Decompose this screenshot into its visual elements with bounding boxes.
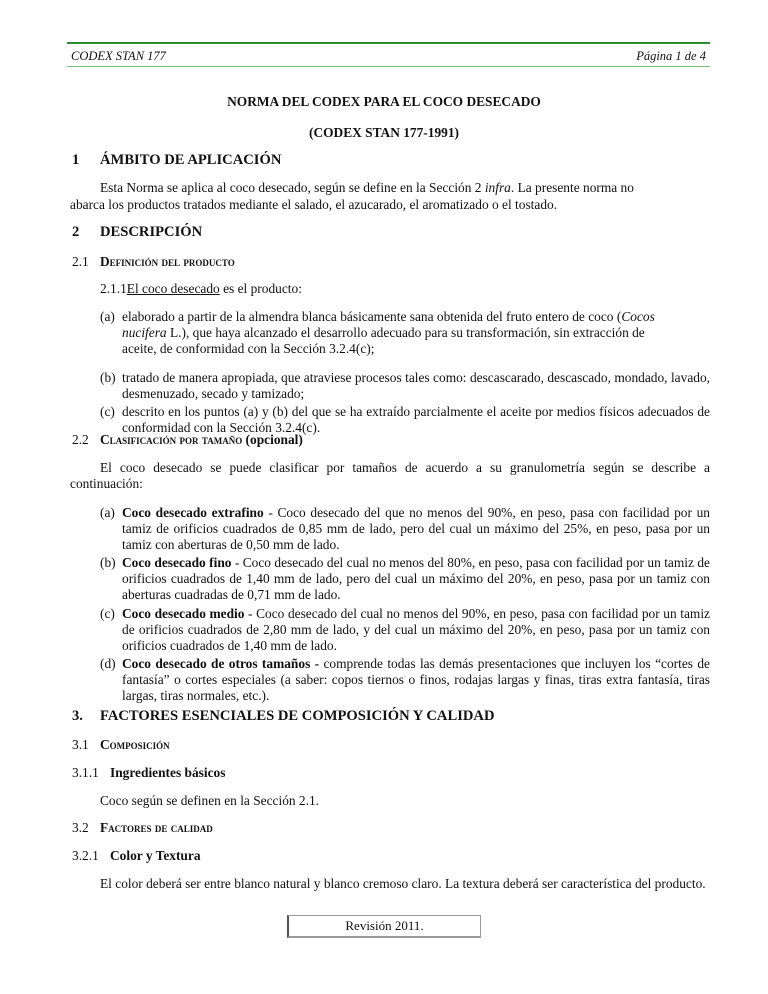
item-a-line2	[122, 325, 710, 341]
section-2-heading: DESCRIPCIÓN	[100, 224, 203, 240]
item-label-a: (a)	[100, 309, 115, 324]
page-header	[67, 42, 710, 67]
section-2-2-number: 2.2	[72, 432, 89, 447]
item-label-c: (c)	[100, 404, 115, 419]
item-b-text: tratado de manera apropiada, que atraviese procesos tales como: descascarado, descascado, mondado, lavado, desmenuzado, secado y tamizado;	[122, 370, 710, 401]
size-item-b	[122, 555, 710, 603]
header-page-number: Página 1 de 4	[636, 49, 706, 63]
section-1-number: 1	[72, 152, 80, 168]
size-term: Coco desecado extrafino	[122, 505, 264, 520]
item-a-line3: aceite, de conformidad con la Sección 3.2.4(c);	[122, 341, 375, 356]
document-subtitle: (CODEX STAN 177-1991)	[308, 125, 460, 140]
section-3-heading: FACTORES ESENCIALES DE COMPOSICIÓN Y CALIDAD	[100, 708, 495, 724]
section-1-heading: ÁMBITO DE APLICACIÓN	[100, 152, 282, 168]
size-term: Coco desecado medio	[122, 606, 245, 621]
heading-suffix: (opcional)	[242, 432, 303, 447]
section-3-2-1-text: El color deberá ser entre blanco natural y blanco cremoso claro. La textura deberá ser característica del producto.	[100, 876, 706, 891]
section-3-1-1-number: 3.1.1	[72, 765, 99, 780]
item-a-line1	[122, 309, 710, 325]
section-3-1-heading: Composición	[100, 737, 170, 752]
size-item-c	[122, 606, 710, 654]
section-2-1-number: 2.1	[72, 254, 89, 269]
section-2-number: 2	[72, 224, 80, 240]
text-run: elaborado a partir de la almendra blanca básicamente sana obtenida del fruto entero de coco (	[122, 309, 622, 324]
section-3-1-1-text: Coco según se definen en la Sección 2.1.	[100, 793, 320, 808]
size-term: Coco desecado de otros tamaños -	[122, 656, 320, 671]
text-run: L.), que haya alcanzado el desarrollo adecuado para su transformación, sin extracción de	[166, 325, 645, 340]
text-run: . La presente norma no	[510, 180, 634, 195]
subsection-number: 2.1.1	[100, 281, 127, 296]
section-2-2-intro: El coco desecado se puede clasificar por tamaños de acuerdo a su granulometría según se describe a continuación:	[70, 460, 710, 491]
size-description: - Coco desecado del que no menos del 90%, en peso, pasa con facilidad por un tamiz de orificios cuadrados de 0,85 mm de lado, pero del cual un máximo del 25%, en peso, pasa por un tamiz con aberturas de 0,50 mm de lado.	[122, 505, 710, 552]
document-title: NORMA DEL CODEX PARA EL COCO DESECADO	[227, 94, 541, 109]
size-description: - Coco desecado del cual no menos del 90%, en peso, pasa con facilidad por un tamiz de orificios cuadrados de 2,80 mm de lado, y del cual un máximo del 20%, en peso, pasa por un tamiz con orificios cuadrados de 1,40 mm de lado.	[122, 606, 710, 653]
section-3-2-1-number: 3.2.1	[72, 848, 99, 863]
size-item-d	[122, 656, 710, 704]
section-3-2-number: 3.2	[72, 820, 89, 835]
size-item-label-b: (b)	[100, 555, 116, 570]
section-2-1-heading: Definición del producto	[100, 254, 235, 269]
revision-footer: Revisión 2011.	[287, 915, 481, 938]
section-1-paragraph-line1	[100, 180, 710, 196]
text-run: es el producto:	[219, 281, 302, 296]
italic-run: Cocos	[621, 309, 655, 324]
section-1-paragraph-line2: abarca los productos tratados mediante el salado, el azucarado, el aromatizado o el tostado.	[70, 197, 558, 212]
subsection-2-1-1	[100, 281, 302, 297]
section-3-number: 3.	[72, 708, 83, 724]
italic-run: infra	[484, 180, 511, 195]
size-item-label-c: (c)	[100, 606, 115, 621]
section-3-1-number: 3.1	[72, 737, 89, 752]
item-c-text: descrito en los puntos (a) y (b) del que se ha extraído parcialmente el aceite por medios físicos adecuados de conformidad con la Sección 3.2.4(c).	[122, 404, 710, 435]
size-description: - Coco desecado del cual no menos del 80%, en peso, pasa con facilidad por un tamiz de orificios cuadrados de 1,40 mm de lado, pero del cual un máximo del 20%, en peso, pasa por un tamiz con aberturas cuadradas de 0,71 mm de lado.	[122, 555, 710, 602]
section-3-2-heading: Factores de calidad	[100, 820, 213, 835]
item-label-b: (b)	[100, 370, 116, 385]
text-run: Esta Norma se aplica al coco desecado, según se define en la Sección 2	[100, 180, 485, 195]
section-3-2-1-heading: Color y Textura	[110, 848, 201, 863]
header-document-code: CODEX STAN 177	[71, 49, 166, 63]
size-item-label-d: (d)	[100, 656, 116, 671]
section-3-1-1-heading: Ingredientes básicos	[110, 765, 226, 780]
size-term: Coco desecado fino	[122, 555, 232, 570]
size-item-label-a: (a)	[100, 505, 115, 520]
size-item-a	[122, 505, 710, 553]
size-description: comprende todas las demás presentaciones que incluyen los “cortes de fantasía” o cortes especiales (a saber: copos tiernos o finos, rodajas largas y finas, tiras extra fantasía, tiras largas, tiras normales, etc.).	[122, 656, 710, 703]
underlined-term: El coco desecado	[126, 281, 220, 296]
italic-run: nucifera	[122, 325, 167, 340]
heading-text: Clasificación por tamaño	[100, 432, 243, 447]
section-2-2-heading	[100, 432, 303, 448]
